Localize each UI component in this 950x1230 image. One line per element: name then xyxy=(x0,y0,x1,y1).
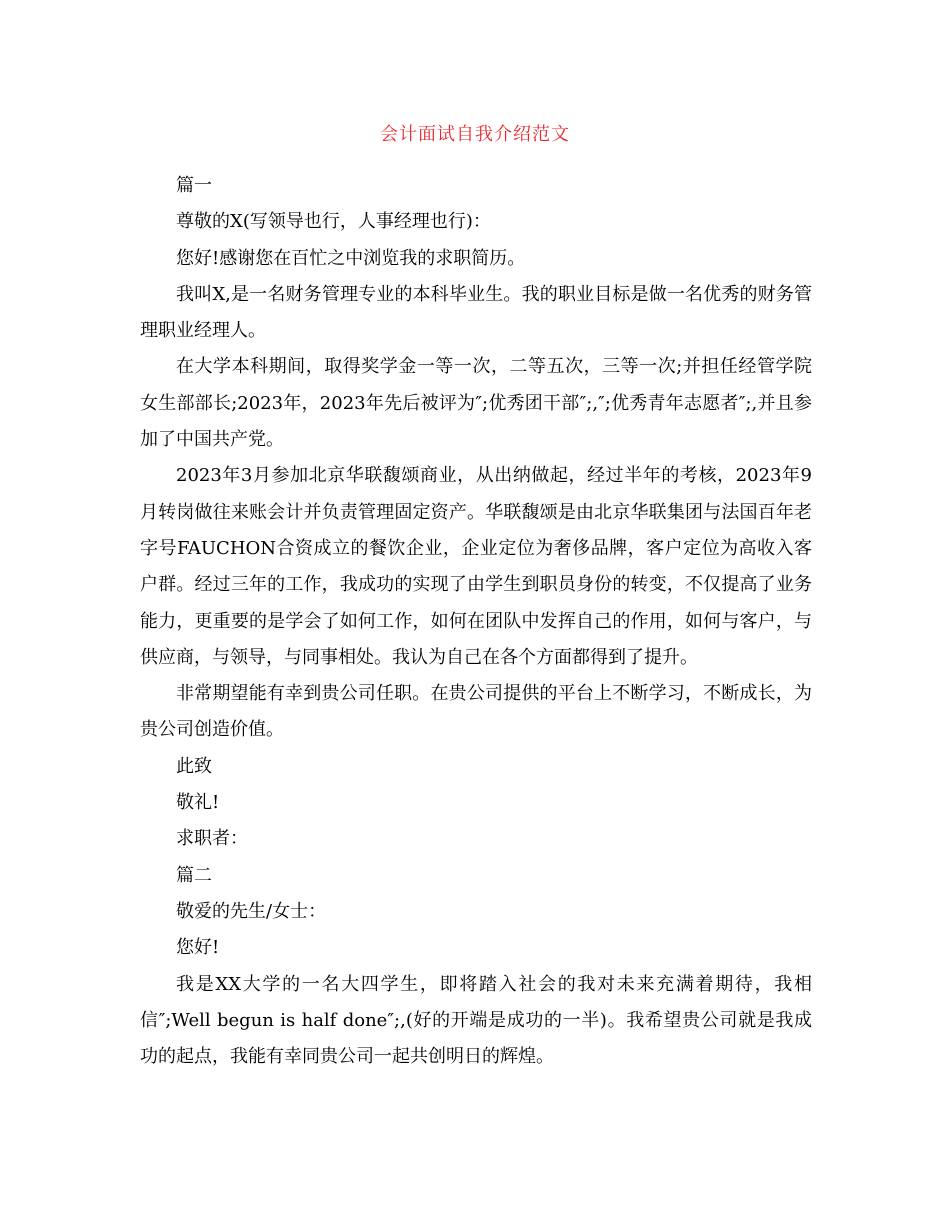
salutation: 敬爱的先生/女士： xyxy=(176,900,327,922)
greeting: 您好! xyxy=(176,937,220,959)
body-paragraph: 在大学本科期间，取得奖学金一等一次，二等五次，三等一次;并担任经管学院女生部部长;2023年，2023年先后被评为″;优秀团干部″;,″;优秀青年志愿者″;,并且参加了中国共产党。 xyxy=(140,356,812,451)
signature-line: 求职者： xyxy=(176,828,248,850)
document-body xyxy=(140,168,812,1075)
body-paragraph: 2023年3月参加北京华联馥颂商业，从出纳做起，经过半年的考核，2023年9月转岗做往来账会计并负责管理固定资产。华联馥颂是由北京华联集团与法国百年老字号FAUCHON合资成立的餐饮企业，企业定位为奢侈品牌，客户定位为高收入客户群。经过三年的工作，我成功的实现了由学生到职员身份的转变，不仅提高了业务能力，更重要的是学会了如何工作，如何在团队中发挥自己的作用，如何与客户，与供应商，与领导，与同事相处。我认为自己在各个方面都得到了提升。 xyxy=(140,465,812,668)
closing-salute: 敬礼! xyxy=(176,792,220,814)
section-heading-2: 篇二 xyxy=(176,864,212,886)
closing: 此致 xyxy=(176,755,212,777)
body-paragraph: 我是XX大学的一名大四学生，即将踏入社会的我对未来充满着期待，我相信″;Well begun is half done″;,(好的开端是成功的一半)。我希望贵公司就是我成功的起点，我能有幸同贵公司一起共创明日的辉煌。 xyxy=(140,973,812,1068)
body-paragraph: 非常期望能有幸到贵公司任职。在贵公司提供的平台上不断学习，不断成长，为贵公司创造价值。 xyxy=(140,683,812,741)
section-heading-1: 篇一 xyxy=(176,175,212,196)
greeting: 您好!感谢您在百忙之中浏览我的求职简历。 xyxy=(176,247,526,269)
salutation: 尊敬的X(写领导也行，人事经理也行)： xyxy=(176,211,491,233)
body-paragraph: 我叫X,是一名财务管理专业的本科毕业生。我的职业目标是做一名优秀的财务管理职业经理人。 xyxy=(140,283,812,342)
document-title: 会计面试自我介绍范文 xyxy=(380,124,570,145)
